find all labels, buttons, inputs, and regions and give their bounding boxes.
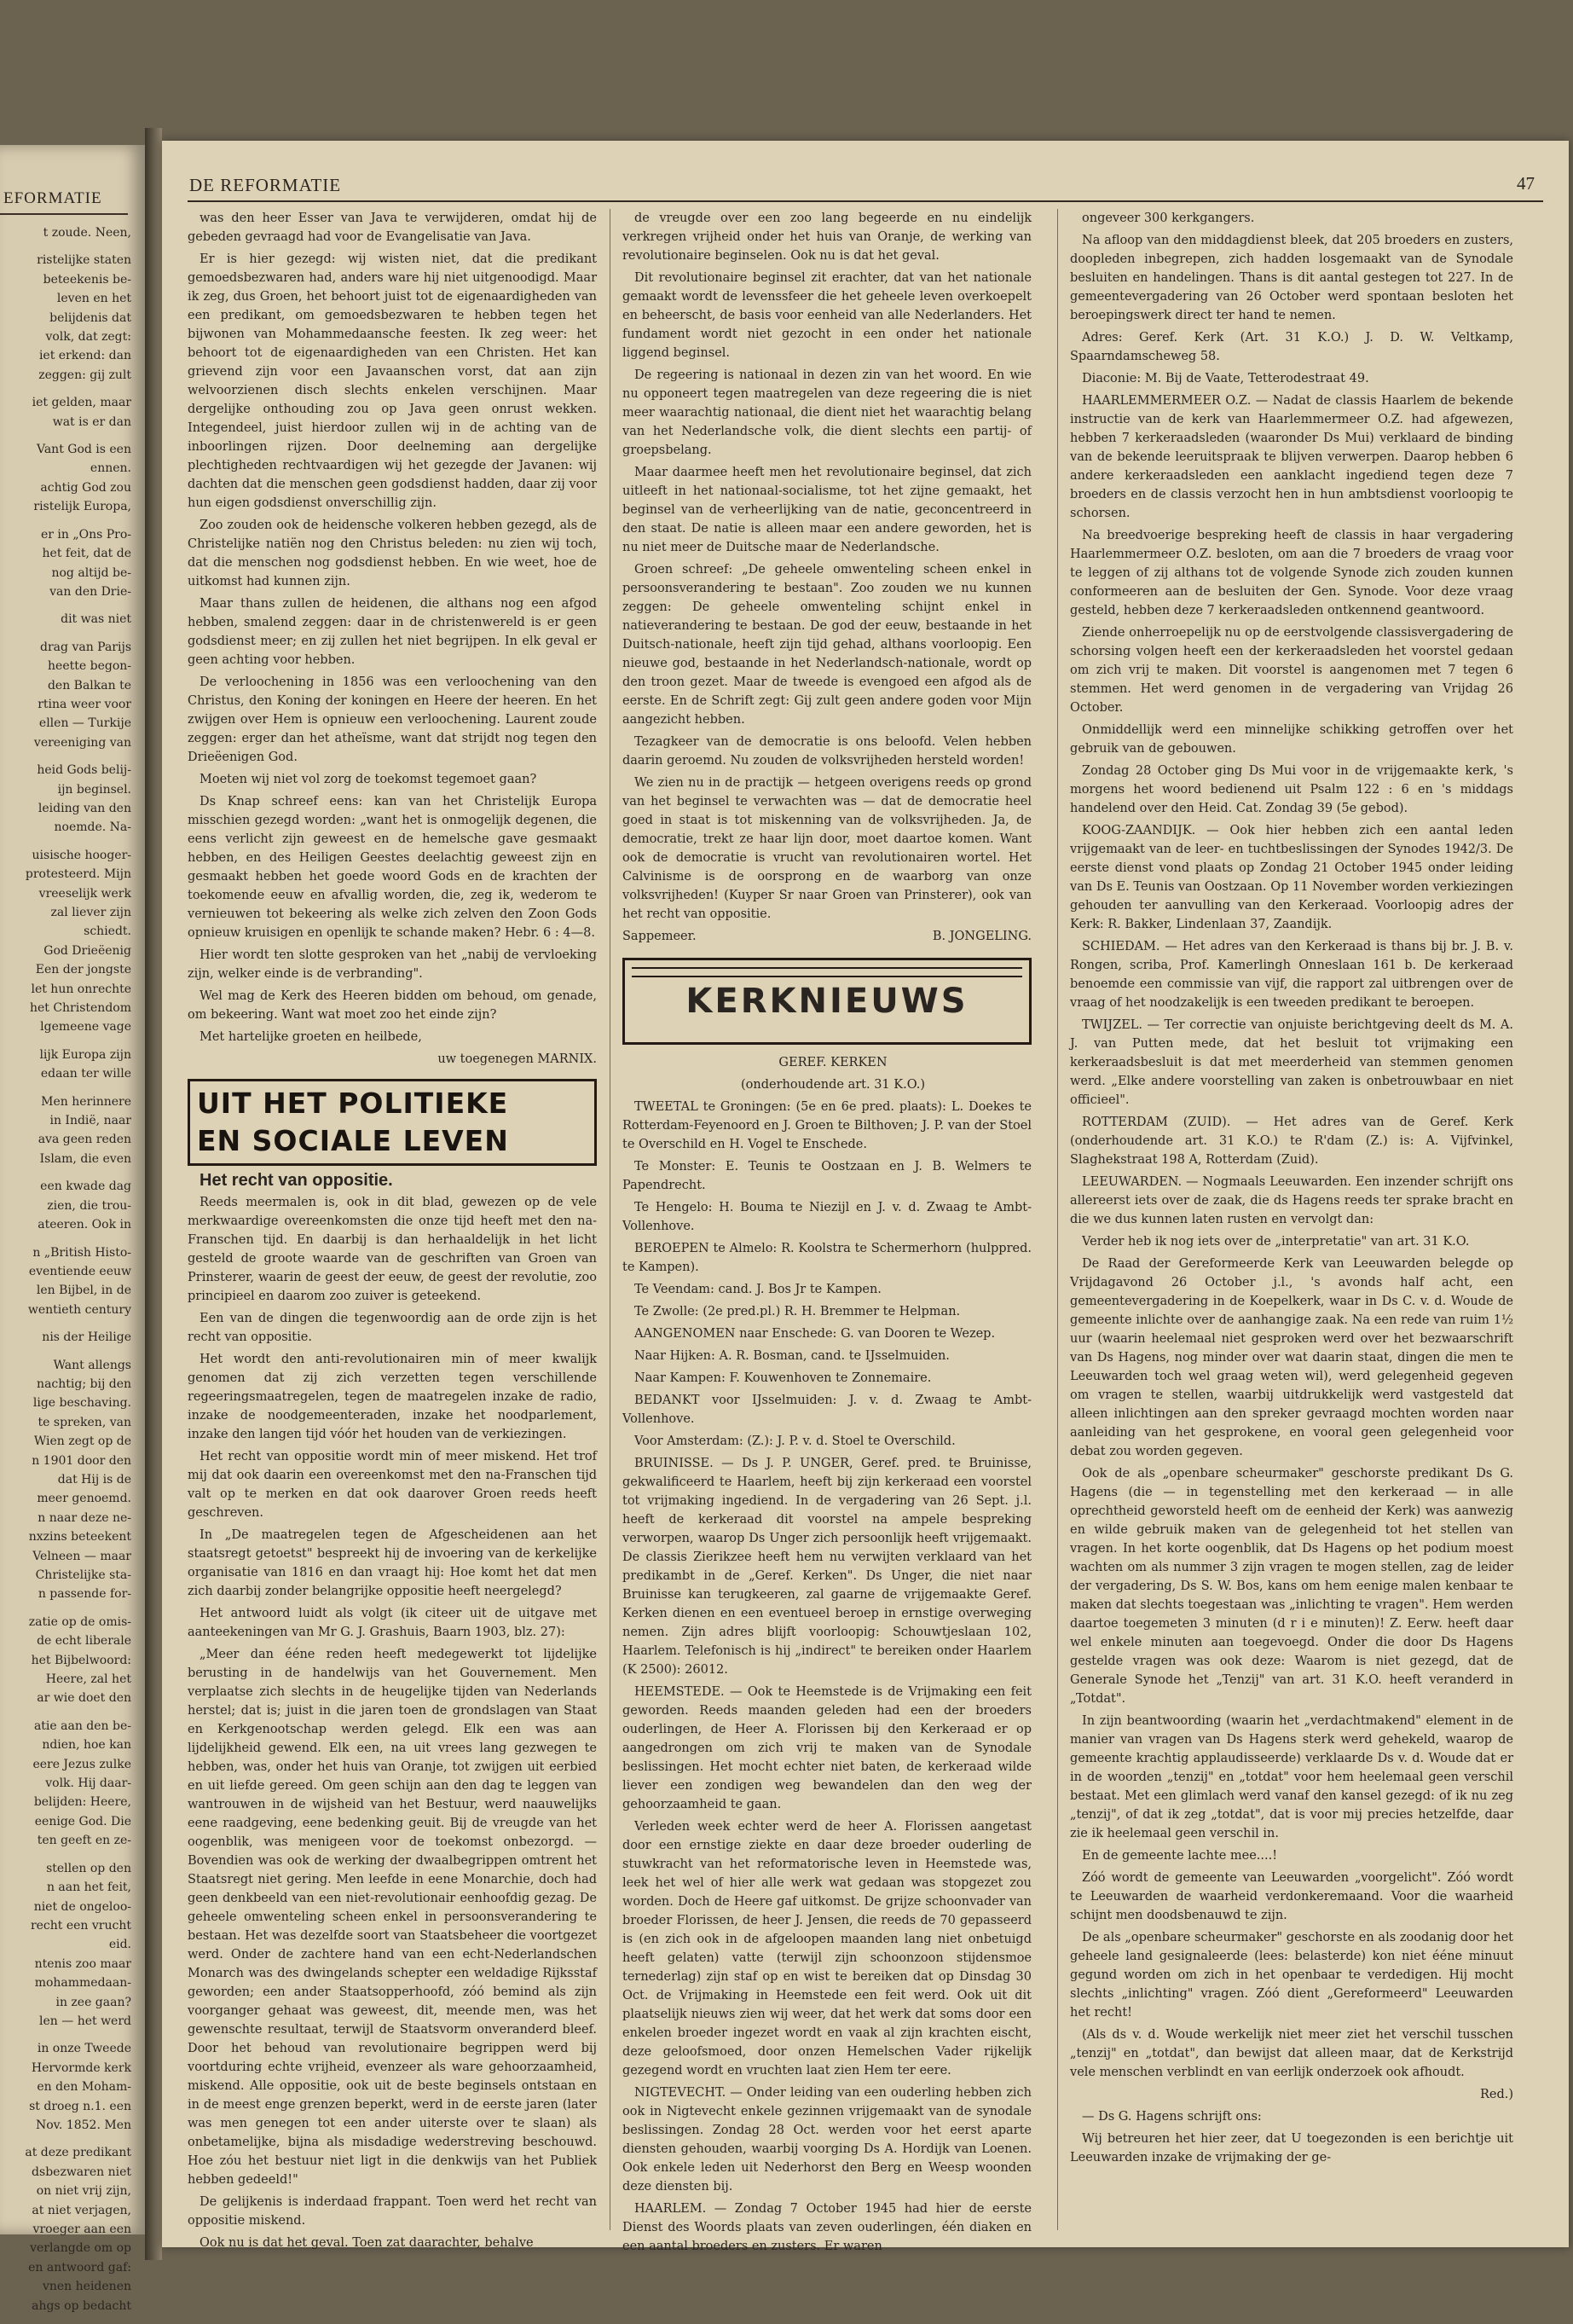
paragraph: De regeering is nationaal in dezen zin van het woord. En wie nu opponeert tegen maatregelen van deze regeering die is niet meer waarachtig nationaal, die dient niet het waarachtig belang van het Nederlandsche volk, die dient slechts een partij- of groepsbelang. xyxy=(622,368,1032,457)
prev-line: ristelijke staten beteekenis be- leven en het belijdenis dat volk, dat zegt: iet erkend: dan zeggen: gij zult xyxy=(37,253,131,382)
paragraph: We zien nu in de practijk — hetgeen overigens reeds op grond van het beginsel te verwachten was — dat de democratie heel goed in staat is tot miskenning van de volksvrijheden. Ja, de democratie, trekt ze haar lijn door, moet daartoe komen. Want ook de democratie is vrucht van revolutionairen wortel. Het Calvinisme is de oorsprong en de waarborg van onze volksvrijheden! (Kuyper Sr naar Groen van Prinsterer), ook van het recht van oppositie. xyxy=(622,776,1032,921)
previous-page-header: EFORMATIE xyxy=(3,189,102,207)
paragraph: Een van de dingen die tegenwoordig aan de orde zijn is het recht van oppositie. xyxy=(188,1312,597,1344)
paragraph: Te Hengelo: H. Bouma te Niezijl en J. v. d. Zwaag te Ambt-Vollenhove. xyxy=(622,1201,1032,1233)
banner-line: UIT HET POLITIEKE xyxy=(197,1087,509,1120)
paragraph: Met hartelijke groeten en heilbede, xyxy=(200,1030,422,1044)
signoff-author: B. JONGELING. xyxy=(932,930,1032,943)
book-gutter xyxy=(145,128,162,2260)
prev-line: uisische hooger- protesteerd. Mijn vreeselijk werk zal liever zijn schiedt. God Drieëenig Een der jongste let hun onrechte het Christendom lgemeene vage xyxy=(25,848,131,1034)
column-1 xyxy=(188,209,597,2256)
paragraph: Hier wordt ten slotte gesproken van het „nabij de vervloeking zijn, welker einde is de verbranding". xyxy=(188,948,597,981)
newspaper-page xyxy=(162,141,1569,2253)
prev-line: dit was niet xyxy=(61,612,131,627)
paragraph: ROTTERDAM (ZUID). — Het adres van de Geref. Kerk (onderhoudende art. 31 K.O.) te R'dam (Z.) is: A. Vijfvinkel, Slaghekstraat 198 A, Rotterdam (Zuid). xyxy=(1070,1116,1513,1167)
paragraph: De als „openbare scheurmaker" geschorste en als zoodanig door het geheele land gesignaleerde (lees: belasterde) kon niet ééne minuut gegund worden om zich in het openbaar te verdedigen. Hij mocht slechts „inlichting" vragen. Zóó dient „Gereformeerd" Leeuwarden het recht! xyxy=(1070,1931,1513,2020)
paragraph: Maar daarmee heeft men het revolutionaire beginsel, dat zich uitleeft in het nationaal-socialisme, tot het zijne gemaakt, het beginsel van de verheerlijking van de natie, geconcentreerd in den staat. De natie is alleen maar een andere geworden, het is nu niet meer de Duitsche maar de Nederlandsche. xyxy=(622,466,1032,554)
prev-line: Want allengs nachtig; bij den lige beschaving. te spreken, van Wien zegt op de n 1901 door den dat Hij is de meer genoemd. n naar deze ne- nxzins beteekent Velneen — maar Christelijke sta- n passende for- xyxy=(28,1358,131,1602)
previous-page xyxy=(0,145,145,2313)
prev-line: atie aan den be- ndien, hoe kan eere Jezus zulke volk. Hij daar- belijden: Heere, eenige God. Die ten geeft en ze- xyxy=(32,1718,131,1848)
paragraph: Reeds meermalen is, ook in dit blad, gewezen op de vele merkwaardige overeenkomsten die onze tijd heeft met den na-Franschen tijd. En daarbij is dan herhaaldelijk in het licht gesteld de groote waarde van de geschriften van Groen van Prinsterer, waarin de geest der eeuw, de geest der revolutie, zoo principieel en daarom zoo zuiver is geteekend. xyxy=(188,1196,597,1303)
paragraph: BRUINISSE. — Ds J. P. UNGER, Geref. pred. te Bruinisse, gekwalificeerd te Haarlem, heeft bij zijn kerkeraad een voorstel tot vrijmaking ingediend. In de vergadering van 26 Sept. j.l. heeft de kerkeraad dit voorstel na ampele bespreking verworpen, waarop Ds Unger zich persoonlijk heeft vrijgemaakt. De classis Zierikzee heeft hem nu verwijten verklaard van het predikambt in de „Geref. Kerken". Ds Unger, die niet naar Bruinisse kan terugkeeren, zal gaarne de vrijgemaakte Geref. Kerken dienen en een eventueel beroep in ernstige overweging nemen. Zijn adres blijft voorloopig: Schouwtjeslaan 102, Haarlem. Telefonisch is hij „indirect" te bereiken onder Haarlem (K 2500): 26012. xyxy=(622,1457,1032,1677)
paragraph: SCHIEDAM. — Het adres van den Kerkeraad is thans bij br. J. B. v. Rongen, scriba, Prof. Kamerlingh Onneslaan 161 b. De kerkeraad benoemde een commissie van vijf, die rapport zal uitbrengen over de vraag of het noodzakelijk is een tweeden predikant te beroepen. xyxy=(1070,940,1513,1010)
previous-page-text xyxy=(3,223,131,2324)
paragraph: — Ds G. Hagens schrijft ons: xyxy=(1082,2110,1262,2124)
paragraph: Moeten wij niet vol zorg de toekomst tegemoet gaan? xyxy=(200,773,537,786)
paragraph: Naar Hijken: A. R. Bosman, cand. te IJsselmuiden. xyxy=(634,1349,950,1363)
paragraph: De Raad der Gereformeerde Kerk van Leeuwarden belegde op Vrijdagavond 26 October j.l., 's avonds half acht, een gemeentevergadering in de Koepelkerk, waar in Ds C. v. d. Woude de gemeente inlichte over de aanhangige zaak. Na een rede van ruim 1½ uur (waarin heelemaal niet gesproken werd over het bezwaarschrift van Ds Hagens, nog minder over wat daarin staat, dingen die men te Leeuwarden toch wel graag weten wil), werd gelegenheid gegeven om vragen te stellen, waarbij uitdrukkelijk werd vastgesteld dat alleen inlichtingen aan den spreker gevraagd mochten worden naar aanleiding van het gesprokene, en vooral geen gelegenheid voor debat zou worden gegeven. xyxy=(1070,1257,1513,1458)
kerknieuws-banner xyxy=(622,958,1032,1045)
paragraph: Voor Amsterdam: (Z.): J. P. v. d. Stoel te Overschild. xyxy=(634,1434,956,1448)
section-banner xyxy=(188,1079,597,1166)
paragraph: was den heer Esser van Java te verwijderen, omdat hij de gebeden gevraagd had voor de Evangelisatie van Java. xyxy=(188,212,597,244)
paragraph: Ds Knap schreef eens: kan van het Christelijk Europa misschien gezegd worden: „want het is onmogelijk degenen, die eens verlicht zijn geweest en de hemelsche gave gesmaakt hebben, en des Heiligen Geestes deelachtig geweest zijn en gesmaakt hebben het goede woord Gods en de krachten der toekomende eeuw en afvallig worden, die, zeg ik, wederom te vernieuwen tot bekeering als welke zich zelven den Zoon Gods opnieuw kruisigen en openlijk te schande maken? Hebr. 6 : 4—8. xyxy=(188,795,597,940)
previous-page-rule xyxy=(0,213,128,215)
paragraph: Het wordt den anti-revolutionairen min of meer kwalijk genomen dat zij zich verzetten tegen verschillende regeeringsmaatregelen, tegen de maatregelen inzake de radio, inzake de noodgemeenteraden, inzake het noodparlement, inzake den langen tijd vóór het houden van de verkiezingen. xyxy=(188,1353,597,1441)
column-rule xyxy=(1057,209,1058,2230)
paragraph: Verleden week echter werd de heer A. Florissen aangetast door een ernstige ziekte en daar deze broeder ouderling de stuwkracht van het reformatorische leven in Heemstede was, leek het wel of hier alle werk wat gedaan was stopgezet zou worden. Doch de Heere gaf uitkomst. De grijze schoonvader van broeder Florissen, de heer J. Jensen, die reeds de 70 gepasseerd is (en zich ook in de afgeloopen maanden lang niet onbetuigd heeft gelaten) vatte (terwijl zijn schoonzoon stijdensmoe ternederlag) zijn staf op en wist te bereiken dat op Dinsdag 30 Oct. de Vrijmaking in Heemstede een feit werd. Ook uit dit plaatselijk nieuws zien wij weer, dat het werk dat soms door een enkelen broeder ingezet wordt en vaak al zijn krachten eischt, deze geloofsmoed, door onzen Hemelschen Vader rijkelijk gezegend wordt en vruchten laat zien Hem ter eere. xyxy=(622,1820,1032,2078)
paragraph: Diaconie: M. Bij de Vaate, Tetterodestraat 49. xyxy=(1082,372,1369,385)
prev-line: drag van Parijs heette begon- den Balkan te rtina weer voor ellen — Turkije vereeniging van xyxy=(33,640,131,750)
prev-line: lijk Europa zijn edaan ter wille xyxy=(39,1047,131,1081)
prev-line: in onze Tweede Hervormde kerk en den Moham- st droeg n.1. een Nov. 1852. Men xyxy=(29,2042,131,2132)
paragraph: Te Zwolle: (2e pred.pl.) R. H. Bremmer te Helpman. xyxy=(634,1305,961,1318)
prev-line: t zoude. Neen, xyxy=(43,226,131,240)
paragraph: En de gemeente lachte mee....! xyxy=(1082,1849,1278,1863)
paragraph: BEROEPEN te Almelo: R. Koolstra te Schermerhorn (hulppred. te Kampen). xyxy=(622,1242,1032,1274)
prev-line: Vant God is een ennen. achtig God zou ristelijk Europa, xyxy=(33,443,131,514)
paragraph: Te Monster: E. Teunis te Oostzaan en J. B. Welmers te Papendrecht. xyxy=(622,1160,1032,1192)
paragraph: Zoo zouden ook de heidensche volkeren hebben gezegd, als de Christelijke natiën nog den Christus beleden: nu zien wij toch, dat die menschen nog godsdienst hebben. En wie weet, hoe de uitkomst had kunnen zijn. xyxy=(188,519,597,588)
author-signoff xyxy=(622,927,1032,946)
paragraph: NIGTEVECHT. — Onder leiding van een ouderling hebben zich ook in Nigtevecht enkele gezinnen vrijgemaakt van de synodale beslissingen. Zondag 28 Oct. werden voor het eerst aparte diensten gehouden, waarbij voorging Ds A. Hordijk van Loenen. Ook enkele leden uit Nederhorst den Berg en Weesp woonden deze diensten bij. xyxy=(622,2086,1032,2194)
paragraph: Wel mag de Kerk des Heeren bidden om behoud, om genade, om bekeering. Want wat moet zoo het einde zijn? xyxy=(188,989,597,1022)
paragraph: Zóó wordt de gemeente van Leeuwarden „voorgelicht". Zóó wordt te Leeuwarden de waarheid verdonkeremaand. Voor die waarheid schijnt men doodsbenauwd te zijn. xyxy=(1070,1871,1513,1922)
header-rule xyxy=(188,200,1543,202)
paragraph: KOOG-ZAANDIJK. — Ook hier hebben zich een aantal leden vrijgemaakt van de leer- en tuchtbeslissingen der Synodes 1942/3. De eerste dienst vond plaats op Zondag 21 October 1945 onder leiding van Ds E. Teunis van Oostzaan. Op 11 November worden verkiezingen gehouden ter aanvulling van den Kerkeraad. Voorloopig adres der Kerk: R. Bakker, Lindenlaan 37, Zaandijk. xyxy=(1070,824,1513,931)
paragraph: TWEETAL te Groningen: (5e en 6e pred. plaats): L. Doekes te Rotterdam-Feyenoord en J. Groen te Bilthoven; J. P. van der Stoel te Overschild en H. Vogel te Enschede. xyxy=(622,1100,1032,1151)
section-subtitle: GEREF. KERKEN xyxy=(778,1056,888,1069)
paragraph: (Als ds v. d. Woude werkelijk niet meer ziet het verschil tusschen „tenzij" en „totdat", dan bewijst dat alleen maar, dat de Kerkstrijd vele menschen verblindt en van eerlijk onderzoek ook afhoudt. xyxy=(1070,2028,1513,2079)
prev-line: zatie op de omis- de echt liberale het Bijbelwoord: Heere, zal het ar wie doet den xyxy=(28,1614,131,1706)
page-number: 47 xyxy=(1517,173,1535,194)
banner-line: EN SOCIALE LEVEN xyxy=(197,1124,509,1157)
prev-line: heid Gods belij- ijn beginsel. leiding van den noemde. Na- xyxy=(37,763,131,835)
paragraph: Onmiddellijk werd een minnelijke schikking getroffen over het gebruik van de gebouwen. xyxy=(1070,723,1513,756)
paragraph: TWIJZEL. — Ter correctie van onjuiste berichtgeving deelt ds M. A. J. van Putten mede, dat het besluit tot vrijmaking een kerkeraadsbesluit is dat met meerderheid van stemmen genomen werd. „Elke andere voorstelling van zaken is onbetrouwbaar en niet officieel". xyxy=(1070,1018,1513,1107)
paragraph: Verder heb ik nog iets over de „interpretatie" van art. 31 K.O. xyxy=(1082,1235,1470,1249)
kerknieuws-title: KERKNIEUWS xyxy=(685,982,969,1021)
paragraph: „Meer dan ééne reden heeft medegewerkt tot lijdelijke berusting in de handelwijs van het Gouvernement. Men verplaatse zich slechts in de heugelijke tijden van Nederlands herstel; dat is; juist in die jaren toen de grondslagen van Staat en Kerkgenootschap werden gelegd. Elk een was aan lijdelijkheid gewend. Elk een, na uit vrees lang gezwegen te hebben, was, onder het huis van Oranje, tot zwijgen uit eerbied en uit liefde gereed. Om geen schijn aan den dag te leggen van wantrouwen in de wijsheid van het Bestuur, werd naauwelijks eene raadgeving, eene bedenking geuit. Bij de vreugde van het oogenblik, was menigeen voor de toekomst onbezorgd. — Bovendien was ook de werking der dwaalbegrippen omtrent het Staatsregt niet gering. Men leefde in eene Monarchie, doch had geen denkbeeld van een niet-revolutionair eenhoofdig gezag. De geheele omwenteling scheen enkel in persoonsverandering te bestaan. Het was dezelfde soort van Staatsbeheer die voortgezet werd. Onder de zachtere hand van een echt-Nederlandschen Monarch was des dwingelands schepter een weldadige Rijksstaf geworden; een ander Staatsopperhoofd, zóó bemind als zijn voorganger gehaat was geweest, dit, meende men, was het gewenschte resultaat, terwijl de Staatsvorm onveranderd bleef. Door het behoud van revolutionaire begrippen werd bij voortduring echte vrijheid, evenzeer als ware gehoorzaamheid, miskend. Alle oppositie, ook uit de beste beginsels ontstaan en in de meest enge grenzen beperkt, werd in de eerste jaren (later was men genegen tot een ander uiterste over te slaan) als onbetamelijke, bijna als misdadige wederstreving beschouwd. Hoe zóu het bestuur niet ligt in die denkwijs van het Publiek hebben gedeeld!" xyxy=(188,1648,597,2187)
paragraph: Naar Kampen: F. Kouwenhoven te Zonnemaire. xyxy=(634,1371,932,1385)
paragraph: ongeveer 300 kerkgangers. xyxy=(1082,212,1255,225)
paragraph: Het antwoord luidt als volgt (ik citeer uit de uitgave met aanteekeningen van Mr G. J. Grashuis, Baarn 1903, blz. 27): xyxy=(188,1607,597,1639)
prev-line: stellen op den n aan het feit, niet de ongeloo- recht een vrucht eid. ntenis zoo maar mohammedaan- in zee gaan? len — het werd xyxy=(30,1861,131,2028)
paragraph: Na afloop van den middagdienst bleek, dat 205 broeders en zusters, doopleden inbegrepen, zich hadden losgemaakt van de Synodale besluiten en handelingen. Thans is dit aantal gestegen tot 227. In de gemeentevergadering van 26 October werd spontaan besloten het beroepingswerk direct ter hand te nemen. xyxy=(1070,234,1513,322)
paragraph: de vreugde over een zoo lang begeerde en nu eindelijk verkregen vrijheid onder het huis van Oranje, de werking van revolutionaire beginselen. Ook nu is dat het geval. xyxy=(622,212,1032,263)
paragraph: Groen schreef: „De geheele omwenteling scheen enkel in persoonsverandering te bestaan". Zoo zouden we nu kunnen zeggen: De geheele omwenteling schijnt enkel in natieverandering te bestaan. De god der eeuw, bestaande in het Duitsch-nationale, heeft zijn tijd gehad, althans voorloopig. Een nieuwe god, bestaande in het Nederlandsch-nationale, wordt op den troon gezet. Maar de tweede is evengoed een afgod als de eerste. En de Schrift zegt: Gij zult geen andere goden voor Mijn aangezicht hebben. xyxy=(622,563,1032,727)
signoff-place: Sappemeer. xyxy=(622,930,697,943)
paragraph: LEEUWARDEN. — Nogmaals Leeuwarden. Een inzender schrijft ons allereerst iets over de zaak, die ds Hagens reeds ter sprake bracht en die we dus kunnen laten rusten en vervolgt dan: xyxy=(1070,1175,1513,1226)
editor-signoff: Red.) xyxy=(1479,2088,1513,2101)
paragraph: Adres: Geref. Kerk (Art. 31 K.O.) J. D. W. Veltkamp, Spaarndamscheweg 58. xyxy=(1070,331,1513,363)
prev-line: Men herinnere in Indië, naar ava geen reden Islam, die even xyxy=(38,1094,131,1166)
paragraph: Er is hier gezegd: wij wisten niet, dat die predikant gemoedsbezwaren had, anders ware hij niet uitgenoodigd. Maar ik zeg, dus Groen, het behoort juist tot de eigenaardigheden van een predikant, om gemoedsbezwaren te hebben tegen het bijwonen van Mohammedaansche feesten. Ik zeg weer: het behoort tot de eigenaardigheden van een Christen. Het kan grievend zijn voor een Javaanschen vorst, dat aan zijn welvoorzienen disch slechts enkelen verschijnen. Maar dergelijke onthouding zou op Java geen onrust wekken. Integendeel, juist hierdoor zullen wij in de achting van de inboorlingen rijzen. Door deelneming aan dergelijke plechtigheden rechtvaardigen wij het gezegde der Javanen: wij dachten dat die menschen geen godsdienst hadden, daar zij voor hun eigen godsdienst onverschillig zijn. xyxy=(188,252,597,510)
column-2 xyxy=(622,209,1032,2259)
paragraph: Ziende onherroepelijk nu op de eerstvolgende classisvergadering de schorsing volgen heeft een der kerkeraadsleden het voorstel gedaan om zich vrij te maken. Dit voorstel is aangenomen met 7 tegen 6 stemmen. Het werd genomen in de vergadering van Vrijdag 26 October. xyxy=(1070,626,1513,715)
paragraph: Tezagkeer van de democratie is ons beloofd. Velen hebben daarin geroemd. Nu zouden de volksvrijheden hersteld worden! xyxy=(622,735,1032,768)
paragraph: BEDANKT voor IJsselmuiden: J. v. d. Zwaag te Ambt-Vollenhove. xyxy=(622,1394,1032,1426)
paragraph: De gelijkenis is inderdaad frappant. Toen werd het recht van oppositie miskend. xyxy=(188,2195,597,2228)
article-title: Het recht van oppositie. xyxy=(200,1171,393,1190)
section-subtitle: (onderhoudende art. 31 K.O.) xyxy=(740,1078,926,1092)
paragraph: HEEMSTEDE. — Ook te Heemstede is de Vrijmaking een feit geworden. Reeds maanden geleden had een der broeders ouderlingen, de Heer A. Florissen bij den Kerkeraad er op aangedrongen om zich vrij te maken van de Synodale beslissingen. Het mocht echter niet baten, de kerkeraad wilde liever een zondigen weg bewandelen dan den weg der gehoorzaamheid te gaan. xyxy=(622,1685,1032,1811)
paragraph: HAARLEM. — Zondag 7 October 1945 had hier de eerste Dienst des Woords plaats van zeven ouderlingen, één diaken en een aantal broeders en zusters. Er waren xyxy=(622,2202,1032,2253)
paragraph: In zijn beantwoording (waarin het „verdachtmakend" element in de manier van vragen van Ds Hagens sterk werd gehekeld, waarop de gemeente krachtig applaudisseerde) verklaarde Ds v. d. Woude dat er in de woorden „tenzij" en „totdat" voor hem heelemaal geen verschil bestaat. Met een glimlach werd vanaf den kansel gezegd: of ik nu zeg „tenzij", of dat ik zeg „totdat", dat is voor mij precies hetzelfde, daar zie ik heelemaal geen verschil in. xyxy=(1070,1714,1513,1840)
paragraph: De verloochening in 1856 was een verloochening van den Christus, den Koning der koningen en Heere der heeren. En het zwijgen over Hem is opnieuw een verloochening. Laurent zoude zeggen: erger dan het atheïsme, want dat strijdt nog tegen den Drieëenigen God. xyxy=(188,675,597,764)
prev-line: nis der Heilige xyxy=(42,1330,131,1345)
author-signoff: uw toegenegen MARNIX. xyxy=(437,1052,597,1066)
paragraph: AANGENOMEN naar Enschede: G. van Dooren te Wezep. xyxy=(634,1327,996,1341)
prev-line: een kwade dag zien, die trou- ateeren. Ook in xyxy=(38,1179,131,1232)
prev-line: er in „Ons Pro- het feit, dat de nog altijd be- van den Drie- xyxy=(40,527,131,599)
column-3 xyxy=(1070,209,1513,2170)
paragraph: Dit revolutionaire beginsel zit erachter, dat van het nationale gemaakt wordt de levenssfeer die het geheele leven overkoepelt en beheerscht, de basis voor eenheid van alle Nederlanders. Het fundament wordt niet gezocht in een onder het nationale liggend beginsel. xyxy=(622,271,1032,360)
paragraph: Het recht van oppositie wordt min of meer miskend. Het trof mij dat ook daarin een overeenkomst met den na-Franschen tijd valt op te merken en dat ook daarover Groen reeds heeft geschreven. xyxy=(188,1450,597,1520)
paragraph: Zondag 28 October ging Ds Mui voor in de vrijgemaakte kerk, 's morgens het woord bedienend uit Psalm 122 : 6 en 's middags handelend over den Heid. Cat. Zondag 39 (5e gebod). xyxy=(1070,764,1513,815)
paragraph: Te Veendam: cand. J. Bos Jr te Kampen. xyxy=(634,1283,882,1296)
paragraph: HAARLEMMERMEER O.Z. — Nadat de classis Haarlem de bekende instructie van de kerk van Haarlemmermeer O.Z. had afgewezen, hebben 7 kerkeraadsleden (waaronder Ds Mui) verklaard de binding van de bekende leeruitspraak te blijven verwerpen. Daarop hebben 6 andere kerkeraadsleden een aanklacht ingediend tegen deze 7 broeders en de classis verzocht hen in hun ambtsdienst voorloopig te schorsen. xyxy=(1070,394,1513,520)
running-head: DE REFORMATIE xyxy=(189,175,342,195)
paragraph: In „De maatregelen tegen de Afgescheidenen aan het staatsregt getoetst" bespreekt hij de invoering van de kerkelijke organisatie van 1816 en dan vraagt hij: Hoe komt het dat men zich daarbij zonder belangrijke oppositie heeft neergelegd? xyxy=(188,1528,597,1598)
prev-line: iet gelden, maar wat is er dan xyxy=(32,396,131,429)
paragraph: Maar thans zullen de heidenen, die althans nog een afgod hebben, smalend zeggen: daar in de christenwereld is er geen godsdienst meer; en zij zullen het niet begrijpen. In elk geval er geen achting voor hebben. xyxy=(188,597,597,667)
paragraph: Wij betreuren het hier zeer, dat U toegezonden is een berichtje uit Leeuwarden inzake de vrijmaking der ge- xyxy=(1070,2132,1513,2165)
paragraph: Ook de als „openbare scheurmaker" geschorste predikant Ds G. Hagens (die — in tegenstelling met den kerkeraad — in alle oprechtheid geworsteld heeft om de eenheid der Kerk) was aanwezig en wilde gebruik maken van de gelegenheid tot het stellen van vragen. In het korte oogenblik, dat Ds Hagens op het podium moest wachten om als nummer 3 zijn vragen te mogen stellen, zag de leider der vergadering, Ds S. W. Bos, kans om hem eenige malen kenbaar te maken dat slechts toegestaan was „inlichting te vragen". Hem werden daartoe toegemeten 3 minuten (d r i e minuten)! Z. Eerw. heeft daar wel enkele minuten aan toegevoegd. Onder die door Ds Hagens gestelde vragen was ook deze: Waarom is niet gezegd, dat de Generale Synode het „Tenzij" van art. 31 K.O. heeft veranderd in „Totdat". xyxy=(1070,1467,1513,1706)
paragraph: Na breedvoerige bespreking heeft de classis in haar vergadering Haarlemmermeer O.Z. besloten, om aan die 7 broeders de vraag voor te leggen of zij althans tot de volgende Synode zich zouden kunnen conformeeren aan de besluiten der Gen. Synode. Voor deze vraag gesteld, hebben deze 7 kerkeraadsleden ontkennend geantwoord. xyxy=(1070,529,1513,617)
paragraph: Ook nu is dat het geval. Toen zat daarachter, behalve xyxy=(200,2236,534,2250)
prev-line: n „British Histo- eventiende eeuw len Bijbel, in de wentieth century xyxy=(27,1245,131,1317)
prev-line: at deze predikant dsbezwaren niet on niet vrij zijn, at niet verjagen, vroeger aan een verlangde om op en antwoord gaf: vnen heidenen ahgs op bedacht xyxy=(25,2146,131,2313)
